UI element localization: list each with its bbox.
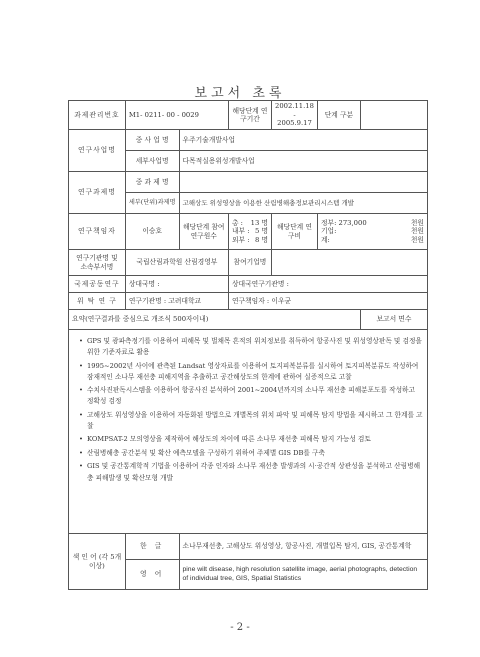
intl-org-label: 상대국연구기관명 :: [231, 279, 289, 288]
summary-item: • 고해상도 위성영상을 이용하여 자동화된 방법으로 개별목의 위치 파악 및 피해목 탐지 방법을 제시하고 그 한계를 고찰: [79, 410, 423, 432]
gov-label: 정부:: [320, 218, 337, 227]
external-label: 외부 :: [231, 235, 250, 244]
summary-header: 요약(연구결과를 중심으로 개조식 500자이내): [69, 310, 361, 330]
report-abstract-table: [68, 100, 428, 590]
summary-body: [69, 330, 428, 534]
intl-partner: [125, 276, 228, 293]
program-sub-label: 세부사업명: [125, 151, 179, 172]
intl-org: [228, 276, 427, 293]
researcher-row: [69, 214, 428, 250]
keywords-ko-label: 한 글: [125, 534, 179, 560]
page-number: - 2 -: [230, 622, 250, 633]
unit-private: 천원: [410, 227, 424, 236]
sum-label: 계:: [320, 235, 330, 244]
program-sub-value: 다목적실용위성개발사업: [179, 151, 428, 172]
gov-value: 273,000: [338, 218, 367, 227]
keywords-en-label: 영 어: [125, 560, 179, 590]
program-main-label: 중 사 업 명: [125, 130, 179, 151]
external-value: 8 명: [254, 235, 269, 244]
intl-label: 국제공동연구: [69, 276, 126, 293]
consign-row: [69, 293, 428, 310]
unit-gov: 천원: [410, 218, 424, 227]
keywords-ko-value: 소나무재선충, 고해상도 위성영상, 항공사진, 개별입목 탐지, GIS, 공간통계학: [179, 534, 428, 560]
private-label: 기업:: [320, 227, 337, 236]
stage-value: [360, 101, 427, 130]
consign-org-label: 연구기관명 :: [128, 296, 167, 305]
unit-sum: 천원: [410, 235, 424, 244]
consign-label: 위 탁 연 구: [69, 293, 126, 310]
keywords-ko-row: [69, 534, 428, 560]
org-value: 국립산림과학원 산림경영부: [125, 250, 228, 276]
summary-body-row: [69, 330, 428, 534]
summary-header-row: [69, 310, 428, 330]
page-title: 보고서 초록: [194, 86, 286, 101]
summary-item: • 수치사진판독시스템을 이용하여 항공사진 분석하여 2001~2004년까지의 소나무 재선충 피해분포도를 작성하고 정확성 검정: [79, 385, 423, 407]
researcher-count-values: [228, 214, 271, 250]
project-info-row: [69, 101, 428, 130]
summary-item: • GIS 및 공간통계학적 기법을 이용하여 각종 인자와 소나무 재선충 발생과의 시·공간적 상관성을 분석하고 산림병해충 피해발생 및 확산모형 개발: [79, 461, 423, 483]
task-sub-label: 세부(단위)과제명: [125, 193, 179, 214]
total-label: 총 :: [231, 218, 243, 227]
project-no-label: 과제관리번호: [69, 101, 126, 130]
consign-org-value: 고려대학교: [168, 296, 202, 305]
researcher-count-label: 해당단계 참여연구원수: [179, 214, 228, 250]
org-label: 연구기관명 및 소속부서명: [69, 250, 126, 276]
period-label: 해당단계 연구기간: [228, 101, 271, 130]
consign-person-value: 이우균: [271, 296, 292, 305]
task-main-value: [179, 172, 428, 193]
intl-partner-label: 상대국명 :: [128, 279, 160, 288]
task-main-label: 중 과 제 명: [125, 172, 179, 193]
summary-item: • KOMPSAT-2 모의영상을 제작하여 해상도의 차이에 따른 소나무 재선충 피해목 탐지 가능성 검토: [79, 434, 423, 445]
partner-label: 참여기업명: [228, 250, 271, 276]
task-main-row: [69, 172, 428, 193]
summary-item: • 1995~2002년 사이에 관측된 Landsat 영상자료를 이용하여 토지피복분류를 실시하여 토지피복분류도 작성하여 잠재적인 소나무 재선충 피해지역을 추출하고 공간해상도의 한계에 관하여 실증적으로 고찰: [79, 361, 423, 383]
total-value: 13 명: [250, 218, 269, 227]
consign-person-label: 연구책임자 :: [231, 296, 270, 305]
summary-item: • 산림병해충 공간분석 및 확산 예측모델을 구성하기 위하여 주제별 GIS DB를 구축: [79, 448, 423, 459]
task-sub-value: 고해상도 위성영상을 이용한 산림병해충정보관리시스템 개발: [179, 193, 428, 214]
consign-person: [228, 293, 427, 310]
internal-value: 5 명: [254, 227, 269, 236]
org-row: [69, 250, 428, 276]
project-no-value: M1- 0211- 00 - 0029: [125, 101, 228, 130]
summary-list: [79, 336, 423, 484]
stage-label: 단계 구분: [317, 101, 360, 130]
researcher-label: 연구책임자: [69, 214, 126, 250]
summary-item: • GPS 및 광파측정기를 이용하여 피해목 및 벌채목 흔적의 위치정보를 취득하여 항공사진 및 위성영상판독 및 검정을 위한 기준자료로 활용: [79, 336, 423, 358]
consign-org: [125, 293, 228, 310]
pages-label: 보고서 면수: [376, 315, 412, 324]
partner-value: [272, 250, 428, 276]
research-cost-values: [317, 214, 427, 250]
program-main-value: 우주기술개발사업: [179, 130, 428, 151]
program-label: 연구사업명: [69, 130, 126, 172]
pages-cell: [360, 310, 427, 330]
keywords-label: 색 인 어 (각 5개 이상): [69, 534, 126, 590]
internal-label: 내부 :: [231, 227, 250, 236]
intl-row: [69, 276, 428, 293]
period-value: 2002.11.18 - 2005.9.17: [272, 101, 318, 130]
keywords-en-value: pine wilt disease, high resolution satellite image, aerial photographs, detection of individual tree, GIS, Spatial Statistics: [179, 560, 428, 590]
research-cost-label: 해당단계 연구비: [272, 214, 318, 250]
researcher-name: 이승호: [125, 214, 179, 250]
task-label: 연구과제명: [69, 172, 126, 214]
program-main-row: [69, 130, 428, 151]
